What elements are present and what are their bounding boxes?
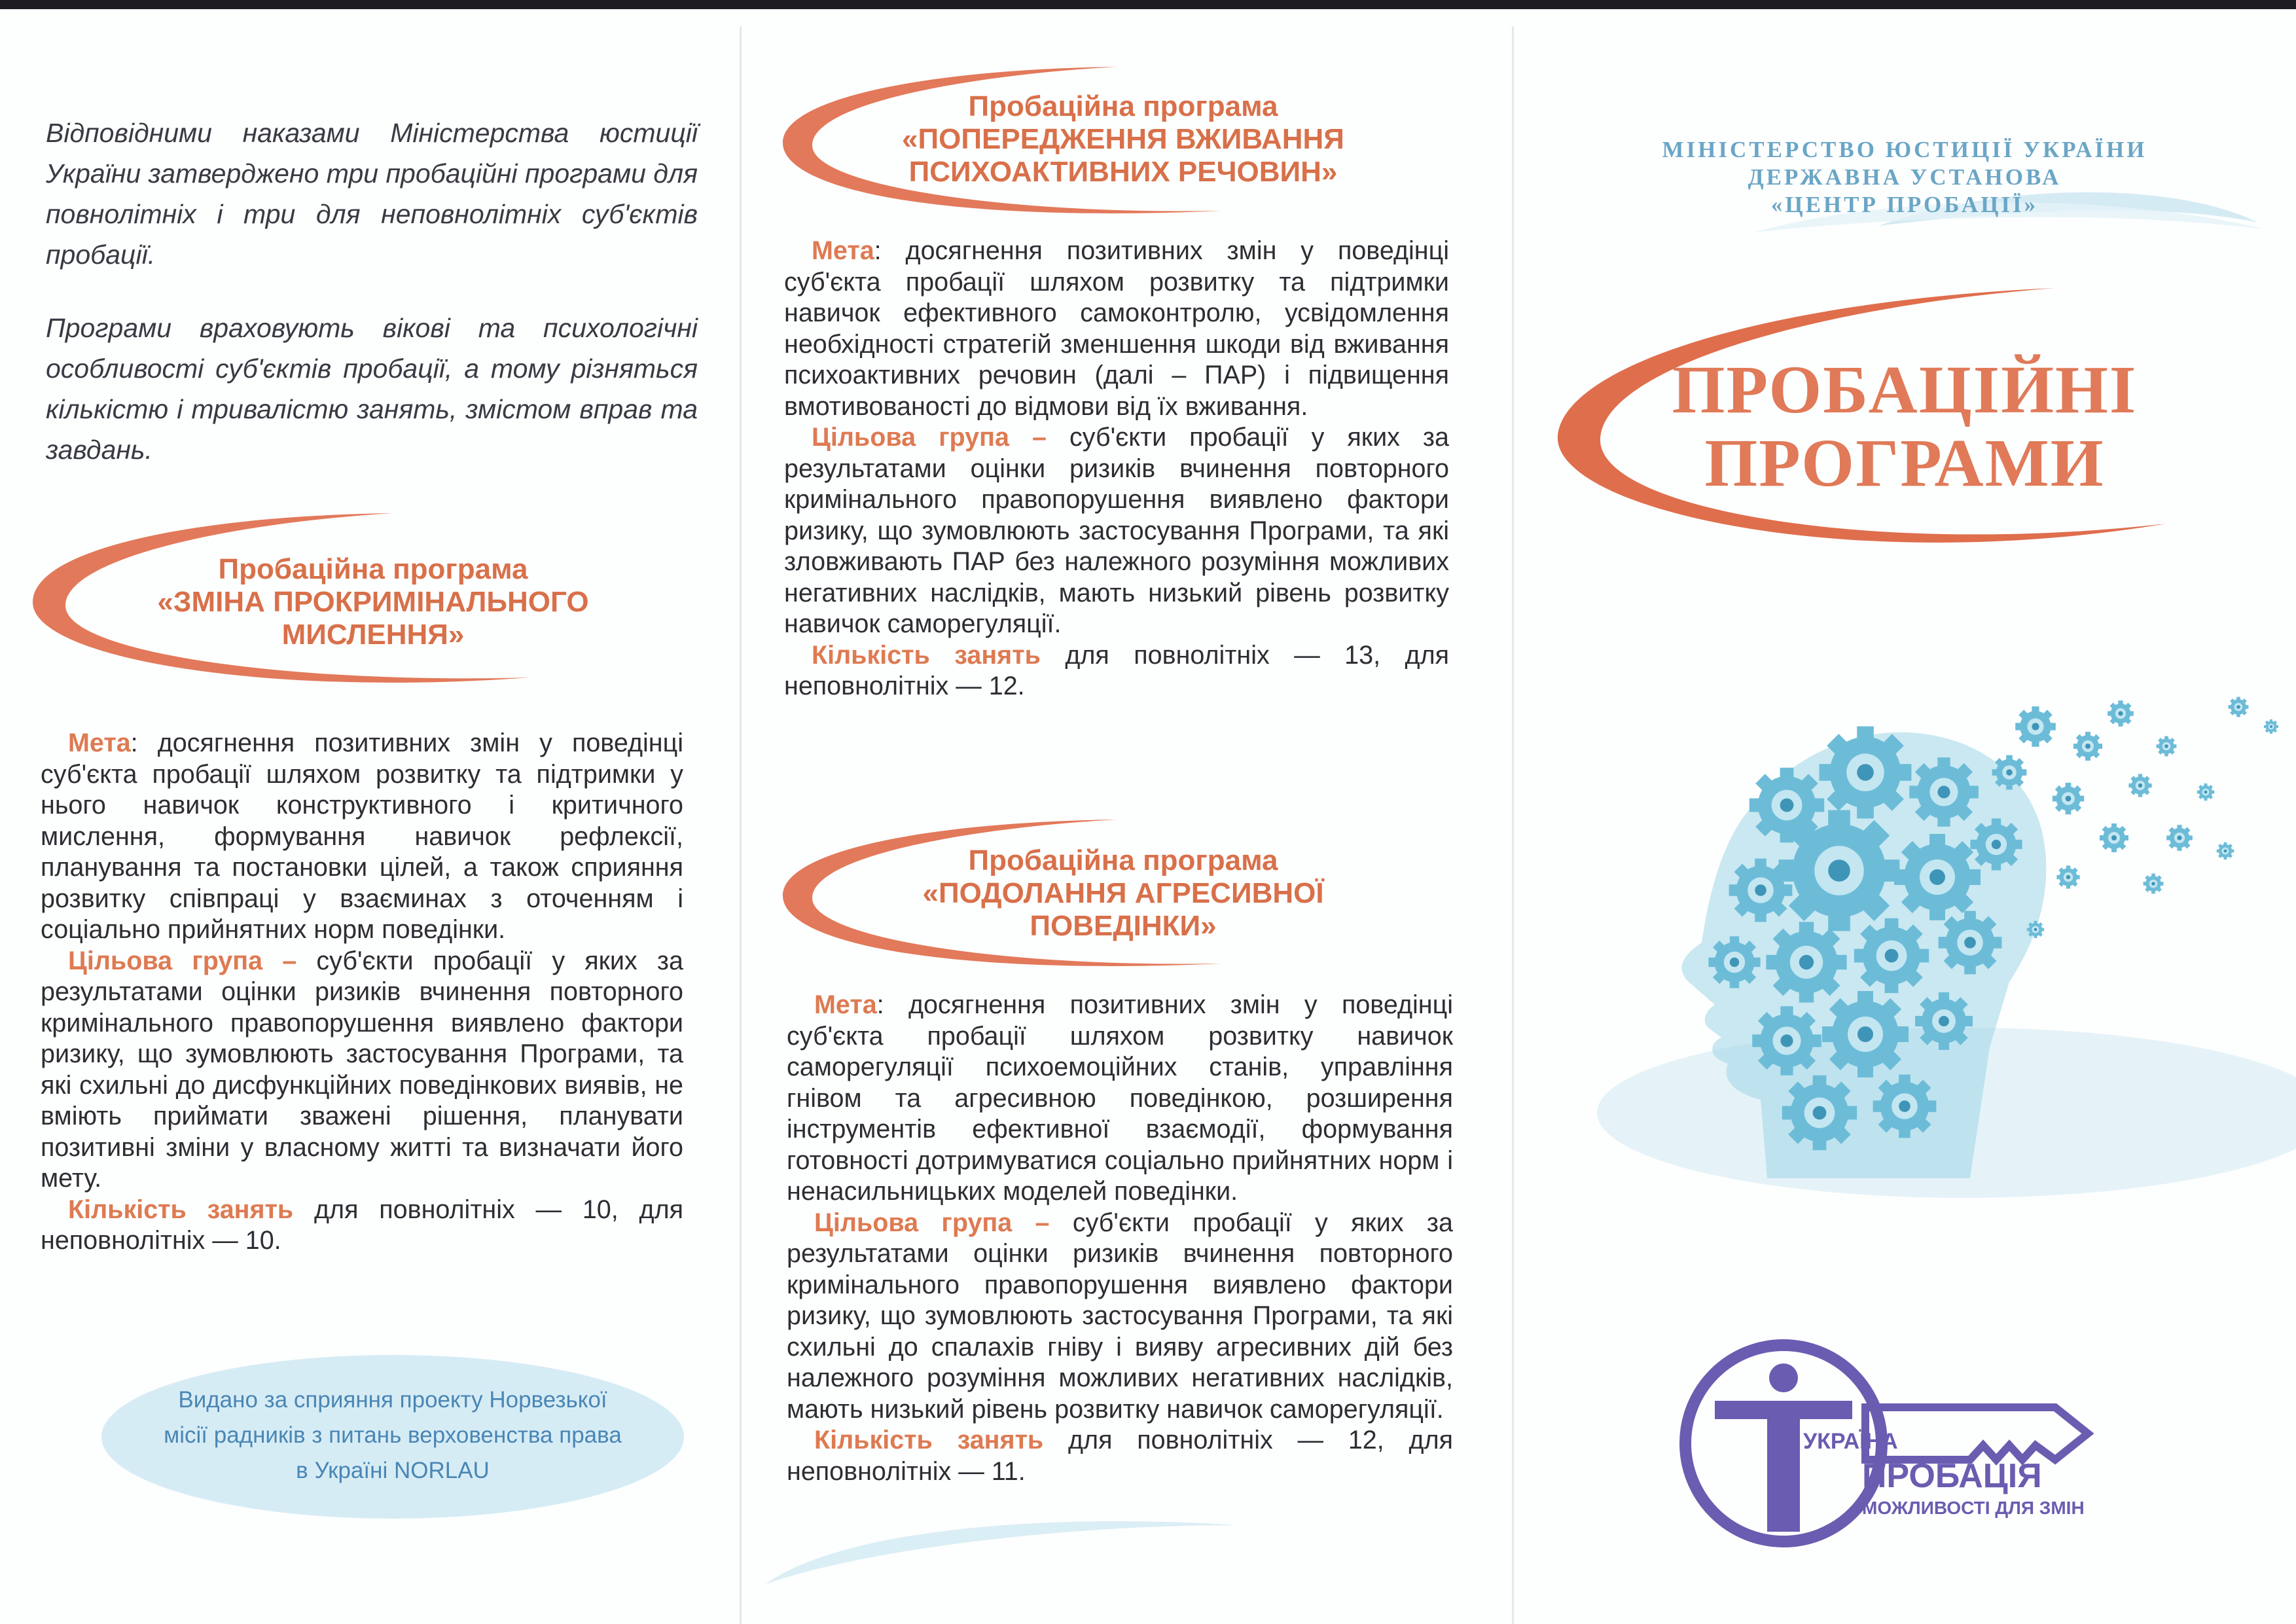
program-header-aggression xyxy=(763,812,1457,982)
program-heading: Пробаційна програма xyxy=(218,553,528,585)
program-body-aggression xyxy=(787,990,1453,1487)
cover-title-line2: ПРОГРАМИ xyxy=(1704,425,2105,501)
goal-text: : досягнення позитивних змін у поведінці суб'єкта пробації шляхом розвитку навичок саморегуляції психоемоційних станів, управління гнівом та агресивною поведінкою, розширення інструментів ефективної взаємодії, формування готовності дотримуватися соціально прийнятних норм і ненасильницьких моделей поведінки. xyxy=(787,990,1453,1206)
program-header-thinking xyxy=(26,504,707,700)
target-text: суб'єкти пробації у яких за результатами оцінки ризиків вчинення повторного кримінального правопорушення виявлено фактори ризику, що зумовлюють застосування Програми, та які зловживають ПАР без належного розуміння можливих негативних наслідків, мають низький рівень розвитку навичок саморегуляції. xyxy=(784,423,1449,638)
program-name-line2: ПСИХОАКТИВНИХ РЕЧОВИН» xyxy=(908,156,1338,188)
count-text: для повнолітніх — 13, для неповнолітніх — 12. xyxy=(784,640,1450,700)
logo-country: УКРАЇНА xyxy=(1803,1429,1898,1454)
program-heading: Пробаційна програма xyxy=(968,90,1278,122)
blue-swoosh-icon xyxy=(740,1506,1329,1610)
goal-text: : досягнення позитивних змін у поведінці суб'єкта пробації шляхом розвитку та підтримки навичок ефективного самоконтролю, усвідомлення необхідності стратегій зменшення шкоди від вживання психоактивних речовин (далі – ПАР) і підвищення вмотивованості до відмови від їх вживання. xyxy=(784,236,1449,421)
panel-middle xyxy=(740,0,1512,1624)
logo-slogan: МОЖЛИВОСТІ ДЛЯ ЗМІН xyxy=(1862,1498,2085,1518)
intro-paragraph-2: Програми враховують вікові та психологічні особливості суб'єктів пробації, а тому різняться кількістю і тривалістю занять, змістом вправ та завдань. xyxy=(46,313,698,465)
goal-text: : досягнення позитивних змін у поведінці суб'єкта пробації шляхом розвитку та підтримки у нього навичок конструктивного і критичного мислення, формування навичок рефлексії, планування та постановки цілей, а також сприяння розвитку співпраці у взаєминах з оточенням і соціально прийнятних норм поведінки. xyxy=(41,729,683,944)
gear-head-icon xyxy=(1512,681,2296,1191)
cover-title-line1: ПРОБАЦІЙНІ xyxy=(1672,352,2138,427)
count-label: Кількість занять xyxy=(814,1426,1044,1454)
program-name-line1: «ЗМІНА ПРОКРИМІНАЛЬНОГО xyxy=(157,586,589,618)
panel-right-cover xyxy=(1512,0,2296,1624)
goal-label: Мета xyxy=(812,236,874,265)
logo-word: ПРОБАЦІЯ xyxy=(1862,1457,2042,1495)
goal-label: Мета xyxy=(68,729,131,757)
funding-line1: Видано за сприяння проекту Норвезької xyxy=(178,1387,607,1413)
intro-paragraph-1: Відповідними наказами Міністерства юстиції України затверджено три пробаційні програми для повнолітніх і три для неповнолітніх суб'єктів пробації. xyxy=(46,118,698,270)
count-text: для повнолітніх — 12, для неповнолітніх — 11. xyxy=(787,1426,1454,1486)
program-header-substances xyxy=(763,59,1457,229)
funding-line2: місії радників з питань верховенства права xyxy=(164,1422,622,1448)
target-label: Цільова група – xyxy=(814,1208,1050,1237)
count-label: Кількість занять xyxy=(812,640,1041,670)
ministry-line2: ДЕРЖАВНА УСТАНОВА xyxy=(1748,164,2062,190)
program-body-thinking xyxy=(41,728,683,1257)
ministry-line3: «ЦЕНТР ПРОБАЦІЇ» xyxy=(1770,192,2039,217)
program-name-line2: ПОВЕДІНКИ» xyxy=(1030,910,1217,942)
ministry-line1: МІНІСТЕРСТВО ЮСТИЦІЇ УКРАЇНИ xyxy=(1662,137,2147,162)
target-text: суб'єкти пробації у яких за результатами оцінки ризиків вчинення повторного кримінального правопорушення виявлено фактори ризику, що зумовлюють застосування Програми, та які схильні до дисфункційних поведінкових виявів, не вміють приймати зважені рішення, планувати позитивні зміни у власному житті та визначати його мету. xyxy=(41,946,683,1193)
program-body-substances xyxy=(784,236,1449,702)
program-name-line2: МИСЛЕННЯ» xyxy=(281,619,465,651)
count-text: для повнолітніх — 10, для неповнолітніх — 10. xyxy=(41,1195,684,1255)
program-name-line1: «ПОПЕРЕДЖЕННЯ ВЖИВАННЯ xyxy=(902,123,1344,155)
target-text: суб'єкти пробації у яких за результатами оцінки ризиків вчинення повторного кримінального правопорушення виявлено фактори ризику, що зумовлюють застосування Програми, та які схильні до спалахів гніву і вияву агресивних дій без належного розуміння можливих негативних наслідків, мають низький рівень розвитку навичок саморегуляції. xyxy=(787,1208,1453,1424)
target-label: Цільова група – xyxy=(68,946,297,975)
goal-label: Мета xyxy=(814,990,877,1019)
target-label: Цільова група – xyxy=(812,423,1047,452)
panel-left xyxy=(0,0,740,1624)
funding-line3: в Україні NORLAU xyxy=(296,1458,490,1483)
program-heading: Пробаційна програма xyxy=(968,844,1278,876)
cover-title xyxy=(1610,353,2199,500)
funding-note xyxy=(98,1348,687,1525)
program-name-line1: «ПОДОЛАННЯ АГРЕСИВНОЇ xyxy=(922,877,1324,909)
count-label: Кількість занять xyxy=(68,1195,294,1224)
ministry-header xyxy=(1604,136,2206,219)
probation-logo-icon xyxy=(1669,1335,2127,1551)
